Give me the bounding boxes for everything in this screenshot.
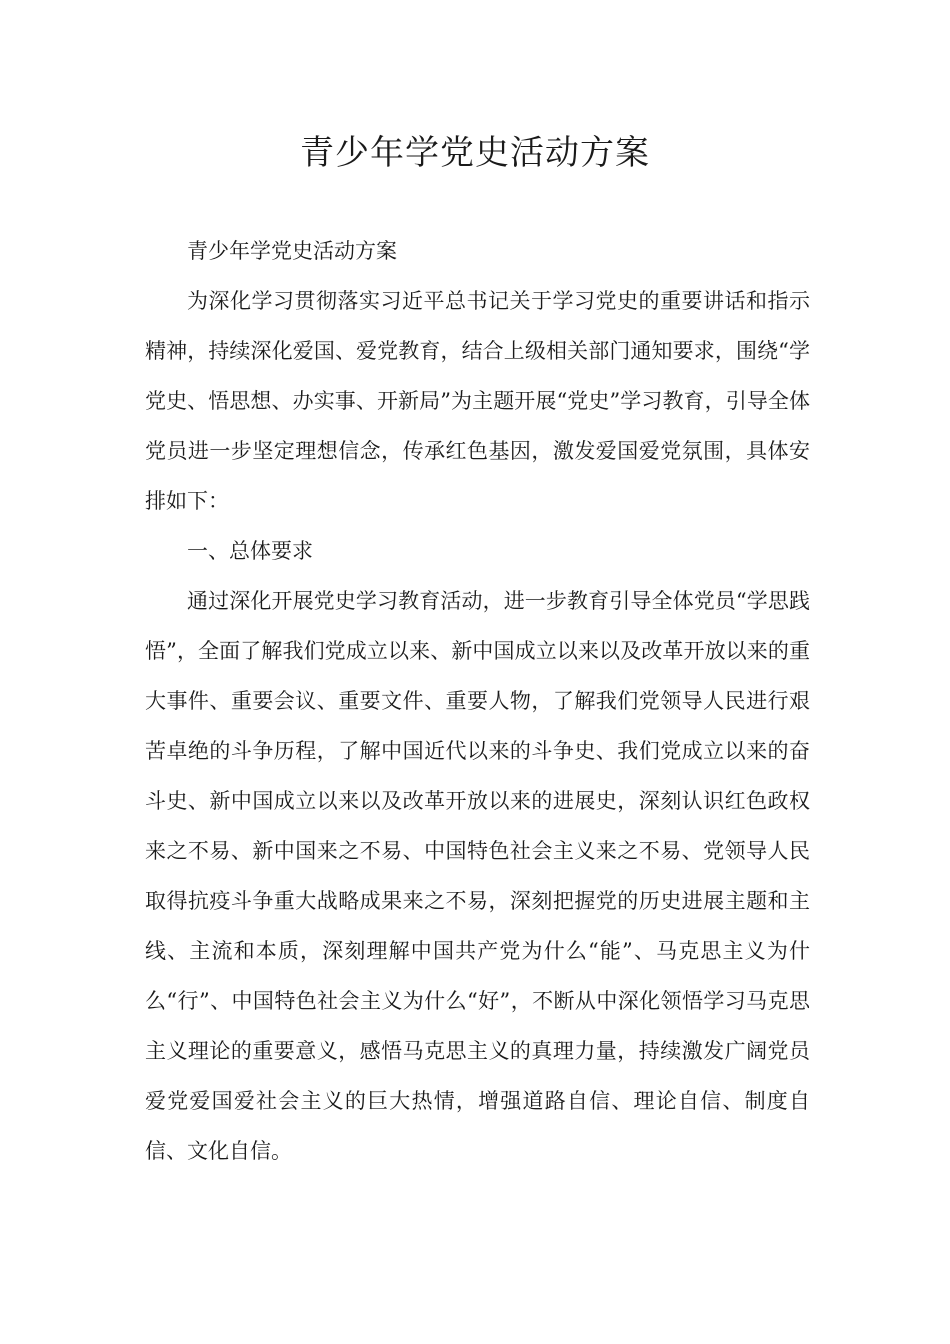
paragraph-requirements: 通过深化开展党史学习教育活动，进一步教育引导全体党员“学思践悟”，全面了解我们党成立以来、新中国成立以来以及改革开放以来的重大事件、重要会议、重要文件、重要人物，了解我们党领导人民进行艰苦卓绝的斗争历程，了解中国近代以来的斗争史、我们党成立以来的奋斗史、新中国成立以来以及改革开放以来的进展史，深刻认识红色政权来之不易、新中国来之不易、中国特色社会主义来之不易、党领导人民取得抗疫斗争重大战略成果来之不易，深刻把握党的历史进展主题和主线、主流和本质，深刻理解中国共产党为什么“能”、马克思主义为什么“行”、中国特色社会主义为什么“好”，不断从中深化领悟学习马克思主义理论的重要意义，感悟马克思主义的真理力量，持续激发广阔党员爱党爱国爱社会主义的巨大热情，增强道路自信、理论自信、制度自信、文化自信。 bbox=[145, 589, 810, 1163]
paragraph-subtitle: 青少年学党史活动方案 bbox=[187, 239, 397, 263]
section-heading: 一、总体要求 bbox=[187, 539, 313, 563]
paragraph-intro: 为深化学习贯彻落实习近平总书记关于学习党史的重要讲话和指示精神，持续深化爱国、爱党教育，结合上级相关部门通知要求，围绕“学党史、悟思想、办实事、开新局”为主题开展“党史”学习教育，引导全体党员进一步坚定理想信念，传承红色基因，激发爱国爱党氛围，具体安排如下： bbox=[145, 289, 810, 513]
document-title: 青少年学党史活动方案 bbox=[300, 133, 650, 173]
document-body bbox=[145, 226, 810, 1176]
